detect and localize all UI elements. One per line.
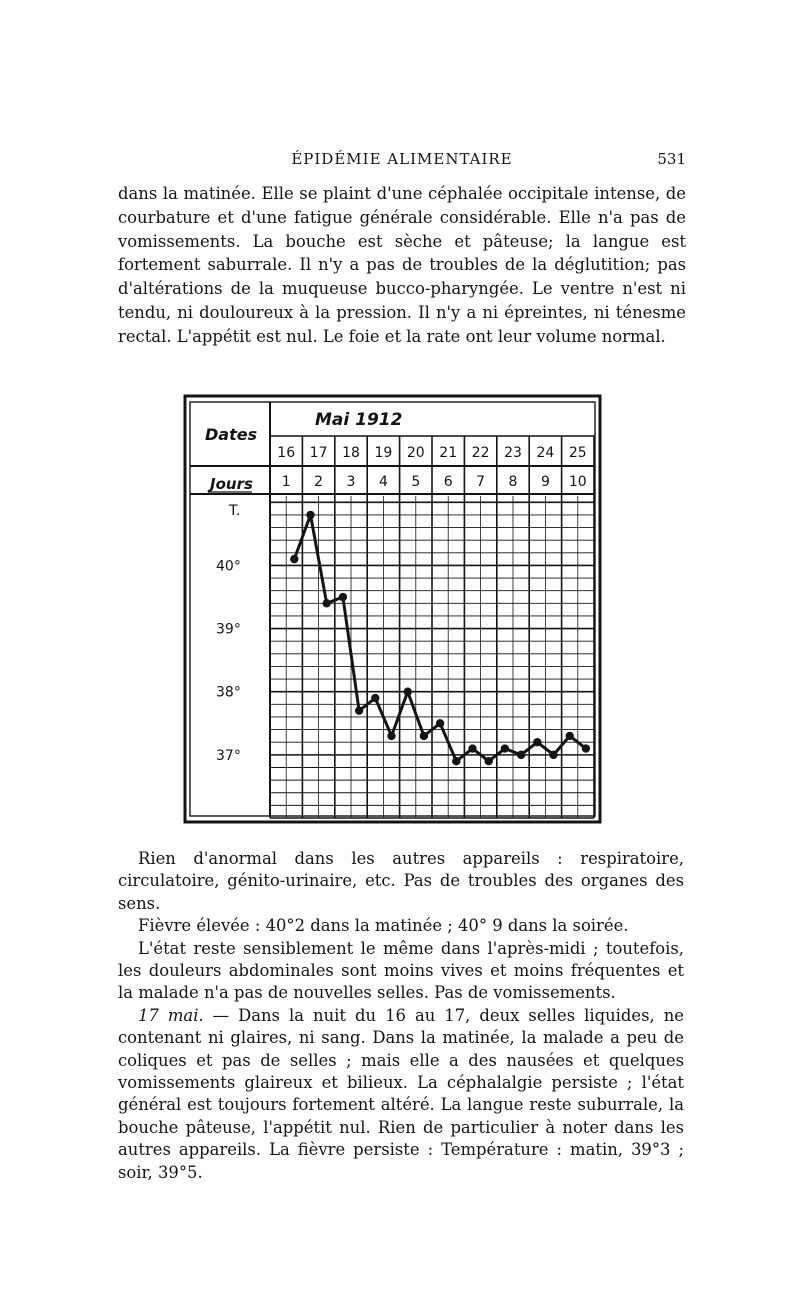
temperature-point xyxy=(387,732,395,740)
dates-row-label: Dates xyxy=(205,425,258,444)
day-tick-label: 4 xyxy=(378,474,388,490)
y-tick-label: 40° xyxy=(216,558,241,575)
date-tick-label: 21 xyxy=(439,445,458,461)
temperature-point xyxy=(404,688,412,696)
temperature-point xyxy=(549,751,557,759)
date-tick-label: 19 xyxy=(374,445,393,461)
temperature-point xyxy=(339,593,347,601)
temperature-point xyxy=(485,757,493,765)
running-title: ÉPIDÉMIE ALIMENTAIRE xyxy=(291,150,513,168)
day-tick-label: 5 xyxy=(411,474,421,490)
temperature-point xyxy=(517,751,525,759)
y-tick-label: 38° xyxy=(216,684,241,701)
chart-layer xyxy=(185,396,600,822)
day-tick-label: 10 xyxy=(568,474,587,490)
days-row-label: Jours xyxy=(210,475,253,493)
day-tick-label: 2 xyxy=(314,474,324,490)
bottom-text xyxy=(118,848,684,1184)
top-paragraph: dans la matinée. Elle se plaint d'une céphalée occipitale intense, de courbature et d'une fatigue générale considérable. Elle n'a pas de vomissements. La bouche est sèche et pâteuse; la langue est fortement saburrale. Il n'y a pas de troubles de la déglutition; pas d'altérations de la muqueuse bucco-pharyngée. Le ventre n'est ni tendu, ni douloureux à la pression. Il n'y a ni épreintes, ni ténesme rectal. L'appétit est nul. Le foie et la rate ont leur volume normal. xyxy=(118,184,686,346)
temperature-point xyxy=(323,599,331,607)
temperature-point xyxy=(582,744,590,752)
paragraph-may-17 xyxy=(118,1005,684,1184)
paragraph-other-systems: Rien d'anormal dans les autres appareils : respiratoire, circulatoire, génito-urinaire, etc. Pas de troubles des organes des sens. xyxy=(118,849,684,913)
temperature-point xyxy=(355,706,363,714)
date-tick-label: 22 xyxy=(471,445,490,461)
temperature-point xyxy=(566,732,574,740)
temperature-point xyxy=(501,744,509,752)
date-lead: 17 mai. xyxy=(138,1005,204,1025)
temperature-point xyxy=(371,694,379,702)
date-tick-label: 18 xyxy=(342,445,360,461)
paragraph-may-17-body: — Dans la nuit du 16 au 17, deux selles liquides, ne contenant ni glaires, ni sang. Dans la matinée, la malade a peu de coliques et pas de selles ; mais elle a des nausées et quelques vomissements glaireux et bilieux. La céphalalgie persiste ; l'état général est toujours fortement altéré. La langue reste suburrale, la bouche pâteuse, l'appétit nul. Rien de particulier à noter dans les autres appareils. La fièvre persiste : Température : matin, 39°3 ; soir, 39°5. xyxy=(118,1005,684,1182)
day-tick-label: 8 xyxy=(508,474,518,490)
day-tick-label: 7 xyxy=(476,474,486,490)
temperature-point xyxy=(452,757,460,765)
day-tick-label: 3 xyxy=(346,474,356,490)
y-tick-label: 39° xyxy=(216,621,241,638)
date-tick-label: 24 xyxy=(536,445,555,461)
date-tick-label: 16 xyxy=(277,445,296,461)
day-tick-label: 1 xyxy=(281,474,291,490)
paragraph-fever: Fièvre élevée : 40°2 dans la matinée ; 40° 9 dans la soirée. xyxy=(138,916,629,936)
y-tick-label: 37° xyxy=(216,747,241,764)
chart-frame-inner xyxy=(190,402,595,816)
temperature-point xyxy=(290,555,298,563)
temperature-point xyxy=(468,744,476,752)
temperature-point xyxy=(533,738,541,746)
date-tick-label: 20 xyxy=(406,445,425,461)
day-tick-label: 6 xyxy=(443,474,453,490)
date-tick-label: 17 xyxy=(309,445,328,461)
day-tick-label: 9 xyxy=(540,474,550,490)
paragraph-afternoon: L'état reste sensiblement le même dans l'après-midi ; toutefois, les douleurs abdominales sont moins vives et moins fréquentes et la malade n'a pas de nouvelles selles. Pas de vomissements. xyxy=(118,938,684,1003)
temperature-point xyxy=(420,732,428,740)
date-tick-label: 23 xyxy=(504,445,522,461)
date-tick-label: 25 xyxy=(568,445,587,461)
temperature-point xyxy=(436,719,444,727)
page-number: 531 xyxy=(657,150,686,168)
chart-title: Mai 1912 xyxy=(315,410,403,430)
y-axis-label: T. xyxy=(229,503,241,519)
temperature-point xyxy=(306,511,314,519)
